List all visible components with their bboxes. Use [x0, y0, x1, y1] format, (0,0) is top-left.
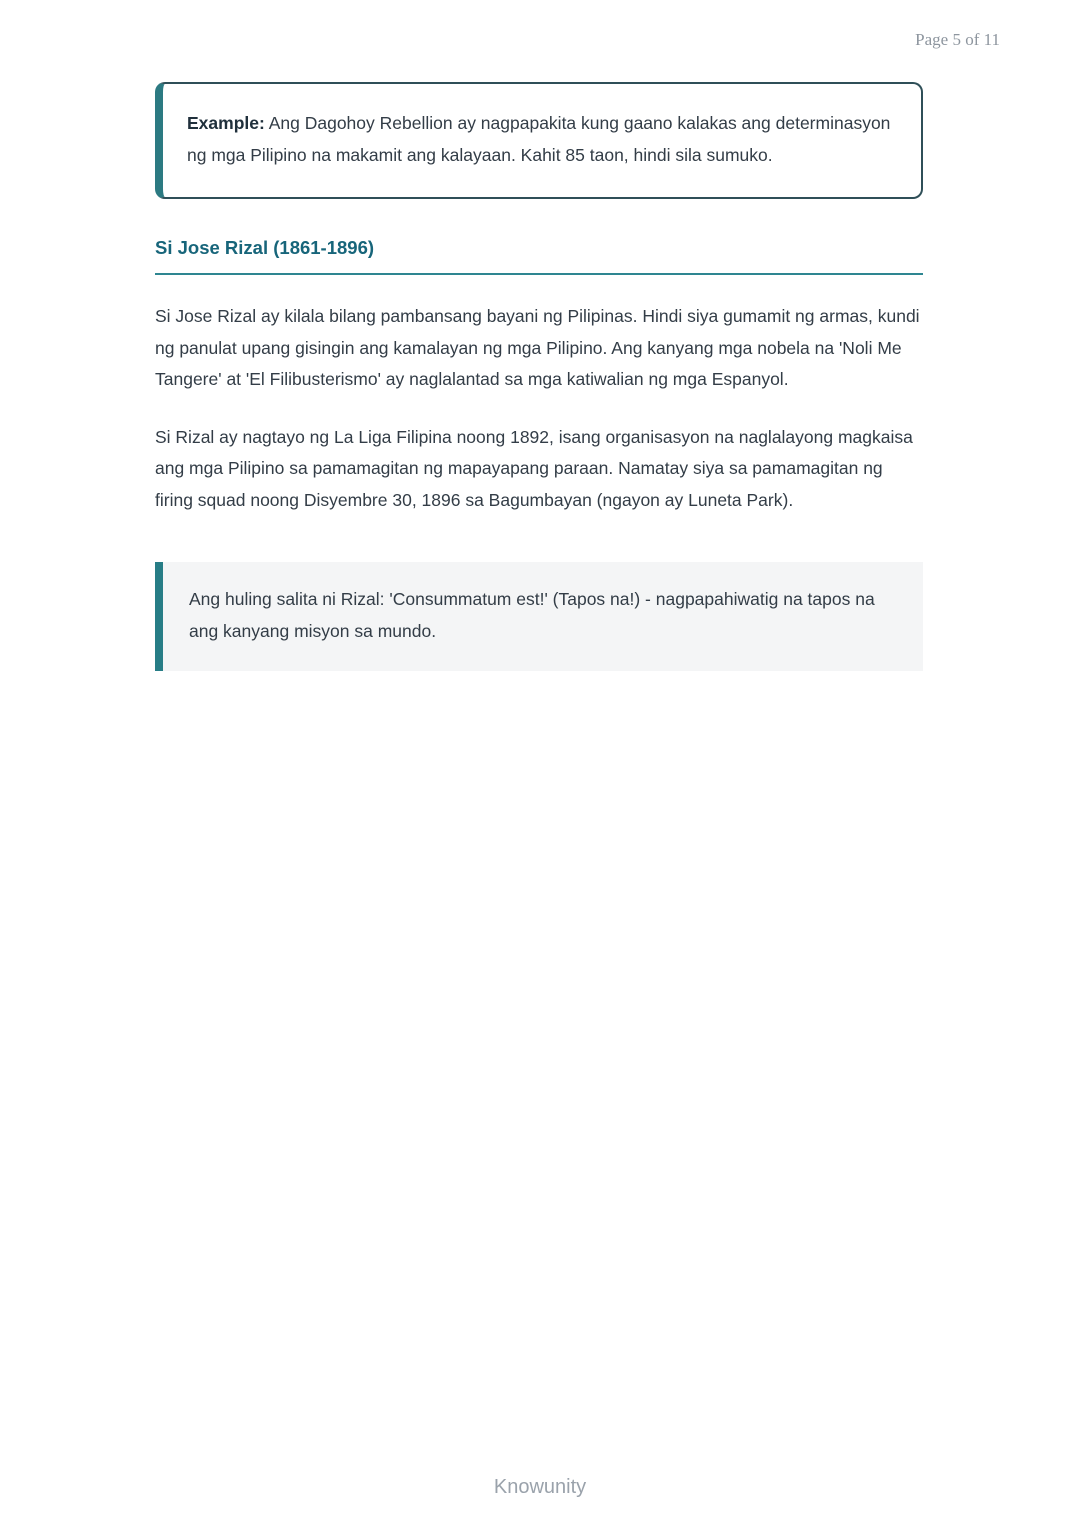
page-indicator: Page 5 of 11	[915, 30, 1000, 49]
heading-divider	[155, 273, 923, 275]
footer-brand: Knowunity	[493, 1476, 587, 1498]
document-content	[155, 82, 923, 671]
body-paragraph: Si Rizal ay nagtayo ng La Liga Filipina noong 1892, isang organisasyon na naglalayong magkaisa ang mga Pilipino sa pamamagitan ng mapayapang paraan. Namatay siya sa pamamagitan ng firing squad noong Disyembre 30, 1896 sa Bagumbayan (ngayon ay Luneta Park).	[155, 426, 913, 510]
example-label: Example:	[187, 113, 265, 133]
body-paragraph: Si Jose Rizal ay kilala bilang pambansang bayani ng Pilipinas. Hindi siya gumamit ng armas, kundi ng panulat upang gisingin ang kamalayan ng mga Pilipino. Ang kanyang mga nobela na 'Noli Me Tangere' at 'El Filibusterismo' ay naglalantad sa mga katiwalian ng mga Espanyol.	[155, 306, 920, 389]
example-text: Ang Dagohoy Rebellion ay nagpapakita kung gaano kalakas ang determinasyon ng mga Pilipino na makamit ang kalayaan. Kahit 85 taon, hindi sila sumuko.	[187, 113, 891, 165]
quote-callout	[155, 562, 923, 671]
quote-text: Ang huling salita ni Rizal: 'Consummatum est!' (Tapos na!) - nagpapahiwatig na tapos na ang kanyang misyon sa mundo.	[189, 589, 875, 641]
section-heading: Si Jose Rizal (1861-1896)	[155, 237, 375, 258]
example-callout	[155, 82, 923, 199]
